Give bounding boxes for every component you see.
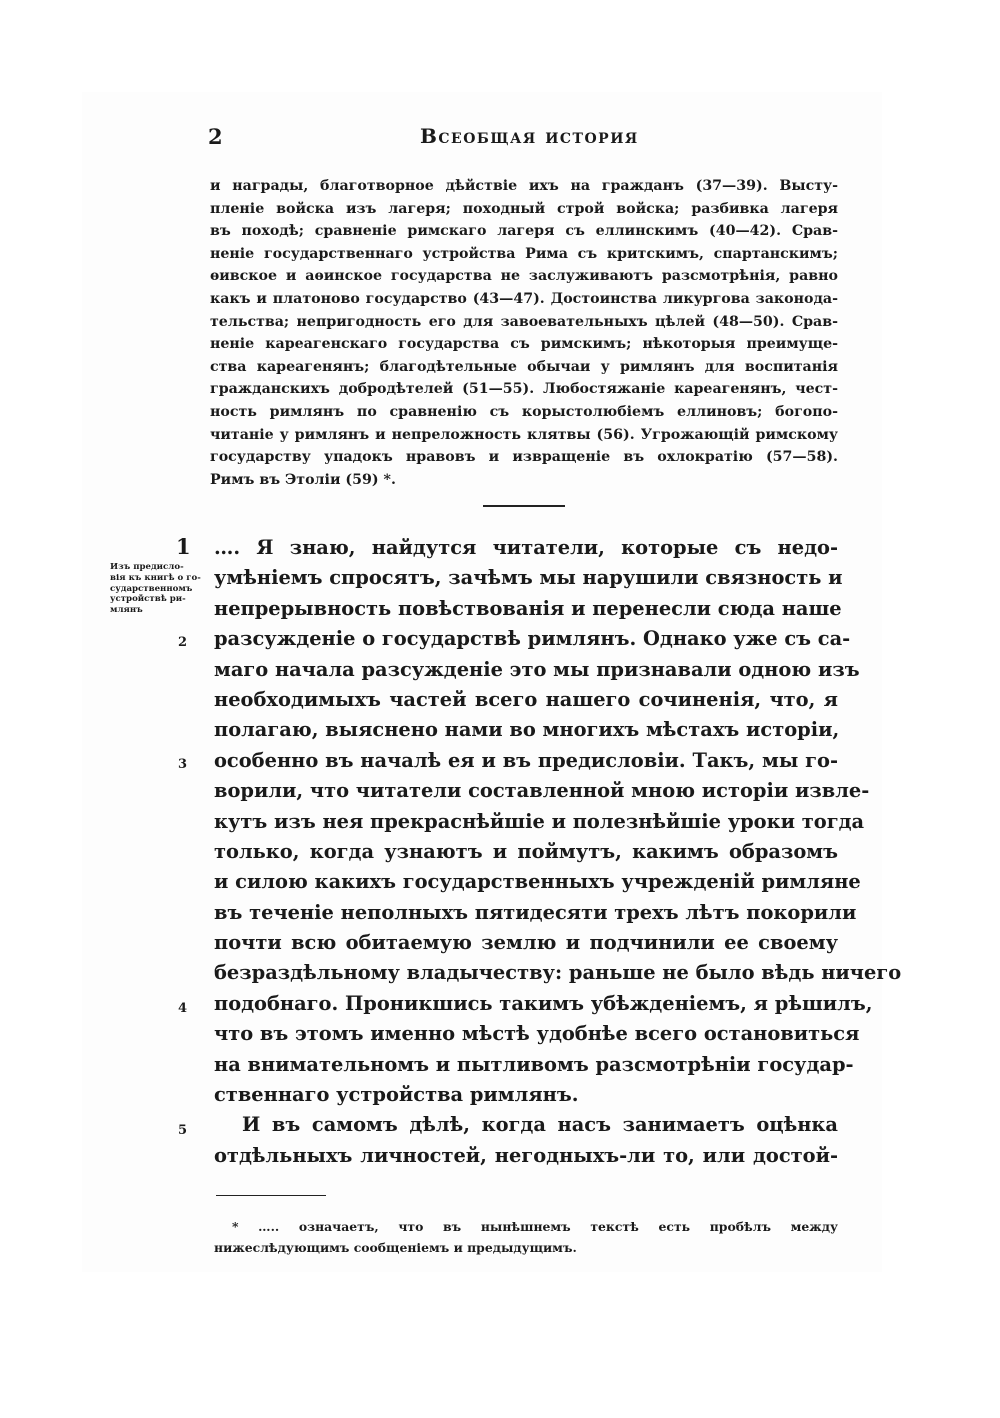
text-line: только, когда узнаютъ и поймутъ, какимъ образомъ — [214, 839, 838, 863]
margin-note — [110, 562, 206, 616]
page-number: 2 — [208, 124, 223, 149]
margin-note-line: сударственномъ — [110, 583, 193, 594]
main-text — [214, 533, 902, 1171]
verse-number: 3 — [178, 757, 188, 772]
summary-line: неніе кареагенскаго государства съ римскимъ; нѣкоторыя преимуще- — [210, 336, 838, 353]
summary-divider — [483, 505, 565, 507]
text-line: необходимыхъ частей всего нашего сочиненія, что, я — [214, 687, 838, 711]
summary-line: какъ и платоново государство (43—47). Достоинства ликургова законода- — [210, 290, 838, 307]
footnote-divider — [216, 1195, 326, 1196]
text-line: полагаю, выяснено нами во многихъ мѣстахъ исторіи, — [214, 718, 840, 742]
text-line: И въ самомъ дѣлѣ, когда насъ занимаетъ оцѣнка — [242, 1113, 838, 1137]
text-line: что въ этомъ именно мѣстѣ удобнѣе всего остановиться — [214, 1022, 860, 1046]
verse-number: 5 — [178, 1123, 188, 1138]
chapter-number: 1 — [176, 534, 191, 559]
footnote — [214, 1216, 838, 1258]
text-line: маго начала разсужденіе это мы признавали одною изъ — [214, 657, 860, 681]
text-line: разсужденіе о государствѣ римлянъ. Однако уже съ са- — [214, 627, 851, 651]
page-title: Всеобщая история — [420, 124, 639, 148]
verse-number: 2 — [178, 635, 188, 650]
summary-line: ность римлянъ по сравненію съ корыстолюбіемъ еллиновъ; богопо- — [210, 403, 838, 420]
summary-line: въ походѣ; сравненіе римскаго лагеря съ еллинскимъ (40—42). Срав- — [210, 223, 838, 240]
summary-line: тельства; непригодность его для завоевательныхъ цѣлей (48—50). Срав- — [210, 313, 838, 330]
text-line: на внимательномъ и пытливомъ разсмотрѣніи государ- — [214, 1052, 854, 1076]
text-line: и силою какихъ государственныхъ учрежденій римляне — [214, 870, 861, 894]
text-line: въ теченіе неполныхъ пятидесяти трехъ лѣтъ покорили — [214, 900, 857, 924]
footnote-line: * ….. означаетъ, что въ нынѣшнемъ текстѣ есть пробѣлъ между — [232, 1219, 838, 1234]
text-line: подобнаго. Проникшись такимъ убѣжденіемъ, я рѣшилъ, — [214, 991, 873, 1015]
text-line: …. Я знаю, найдутся читатели, которые съ недо- — [214, 536, 838, 559]
text-line: непрерывность повѣствованія и перенесли сюда наше — [214, 596, 842, 620]
text-line: отдѣльныхъ личностей, негодныхъ-ли то, или достой- — [214, 1143, 838, 1167]
margin-note-line: Изъ предисло- — [110, 562, 184, 572]
text-line: кутъ изъ нея прекраснѣйшіе и полезнѣйшіе уроки тогда — [214, 809, 865, 833]
summary-line: и награды, благотворное дѣйствіе ихъ на гражданъ (37—39). Высту- — [210, 178, 838, 194]
text-line: ственнаго устройства римлянъ. — [214, 1083, 579, 1107]
summary-line: неніе государственнаго устройства Рима съ критскимъ, спартанскимъ; — [210, 245, 838, 262]
chapter-summary — [210, 175, 838, 491]
summary-line: гражданскихъ добродѣтелей (51—55). Любостяжаніе кареагенянъ, чест- — [210, 381, 838, 398]
summary-line: читаніе у римлянъ и непреложность клятвы (56). Угрожающій римскому — [210, 426, 838, 443]
summary-line: ѳивское и аѳинское государства не заслуживаютъ разсмотрѣнія, равно — [210, 268, 838, 285]
text-line: ворили, что читатели составленной мною исторіи извле- — [214, 779, 870, 803]
footnote-line: нижеслѣдующимъ сообщеніемъ и предыдущимъ. — [214, 1240, 577, 1255]
margin-note-line: млянъ — [110, 605, 143, 616]
summary-line: ства кареагенянъ; благодѣтельные обычаи у римлянъ для воспитанія — [210, 358, 838, 375]
text-line: умѣніемъ спросятъ, зачѣмъ мы нарушили связность и — [214, 566, 843, 590]
margin-note-line: устройствѣ ри- — [110, 594, 186, 605]
text-line: безраздѣльному владычеству: раньше не было вѣдь ничего — [214, 961, 902, 985]
text-line: почти всю обитаемую землю и подчинили ее своему — [214, 931, 838, 955]
summary-line: Римъ въ Этоліи (59) *. — [210, 471, 396, 488]
summary-line: государству упадокъ нравовъ и извращеніе въ охлократію (57—58). — [210, 449, 838, 466]
text-line: особенно въ началѣ ея и въ предисловіи. Такъ, мы го- — [214, 748, 838, 772]
summary-line: пленіе войска изъ лагеря; походный строй войска; разбивка лагеря — [210, 200, 838, 217]
verse-number: 4 — [178, 1001, 188, 1016]
margin-note-line: вія къ книгѣ о го- — [110, 572, 201, 583]
